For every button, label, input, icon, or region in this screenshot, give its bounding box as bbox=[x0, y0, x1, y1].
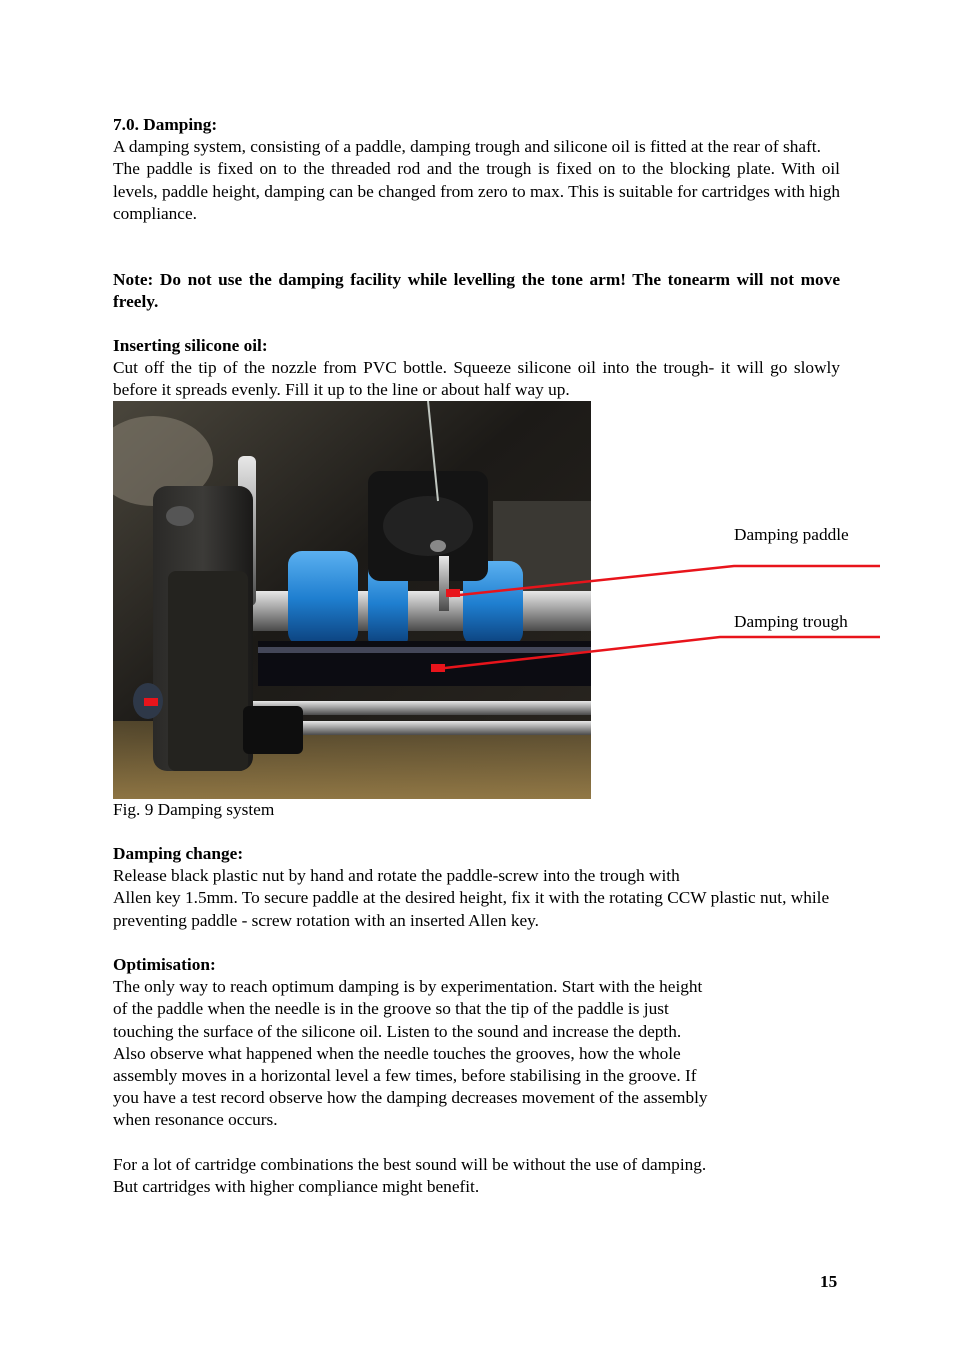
intro-paragraph-1: A damping system, consisting of a paddle, damping trough and silicone oil is fitted at the rear of shaft. bbox=[113, 137, 821, 157]
optimisation-line: of the paddle when the needle is in the groove so that the tip of the paddle is just bbox=[113, 999, 669, 1019]
optimisation-heading: Optimisation: bbox=[113, 955, 216, 974]
figure-caption: Fig. 9 Damping system bbox=[113, 800, 275, 819]
optimisation-line: assembly moves in a horizontal level a few times, before stabilising in the groove. If bbox=[113, 1066, 697, 1086]
inserting-heading: Inserting silicone oil: bbox=[113, 336, 268, 355]
closing-line-1: For a lot of cartridge combinations the best sound will be without the use of damping. bbox=[113, 1154, 707, 1174]
damping-section-intro bbox=[113, 114, 840, 225]
label-damping-paddle: Damping paddle bbox=[734, 525, 849, 544]
warning-note: Note: Do not use the damping facility while levelling the tone arm! The tonearm will not move freely. bbox=[113, 270, 840, 312]
optimisation-line: touching the surface of the silicone oil. Listen to the sound and increase the depth. bbox=[113, 1021, 682, 1041]
intro-paragraph-2: The paddle is fixed on to the threaded rod and the trough is fixed on to the blocking plate. With oil levels, paddle height, damping can be changed from zero to max. This is suitable for cartridges with high compliance. bbox=[113, 159, 840, 223]
damping-change-heading: Damping change: bbox=[113, 844, 244, 863]
label-damping-trough: Damping trough bbox=[734, 612, 848, 631]
optimisation-line: The only way to reach optimum damping is by experimentation. Start with the height bbox=[113, 977, 703, 997]
optimisation-line: when resonance occurs. bbox=[113, 1110, 278, 1130]
section-heading: 7.0. Damping: bbox=[113, 115, 218, 134]
damping-change-line-1: Release black plastic nut by hand and rotate the paddle-screw into the trough with bbox=[113, 866, 680, 886]
optimisation-line: Also observe what happened when the needle touches the grooves, how the whole bbox=[113, 1043, 681, 1063]
inserting-text: Cut off the tip of the nozzle from PVC bottle. Squeeze silicone oil into the trough- it will go slowly before it spreads evenly. Fill it up to the line or about half way up. bbox=[113, 358, 840, 400]
closing-line-2: But cartridges with higher compliance might benefit. bbox=[113, 1177, 480, 1197]
optimisation-section bbox=[113, 954, 840, 1198]
damping-system-photo bbox=[113, 401, 591, 799]
spacer bbox=[113, 1132, 840, 1154]
damping-change-section bbox=[113, 843, 840, 932]
damping-change-line-2: Allen key 1.5mm. To secure paddle at the desired height, fix it with the rotating CCW plastic nut, while preventing paddle - screw rotation with an inserted Allen key. bbox=[113, 888, 830, 930]
optimisation-line: you have a test record observe how the damping decreases movement of the assembly bbox=[113, 1088, 708, 1108]
inserting-oil-section bbox=[113, 335, 840, 402]
page-number: 15 bbox=[820, 1272, 838, 1291]
